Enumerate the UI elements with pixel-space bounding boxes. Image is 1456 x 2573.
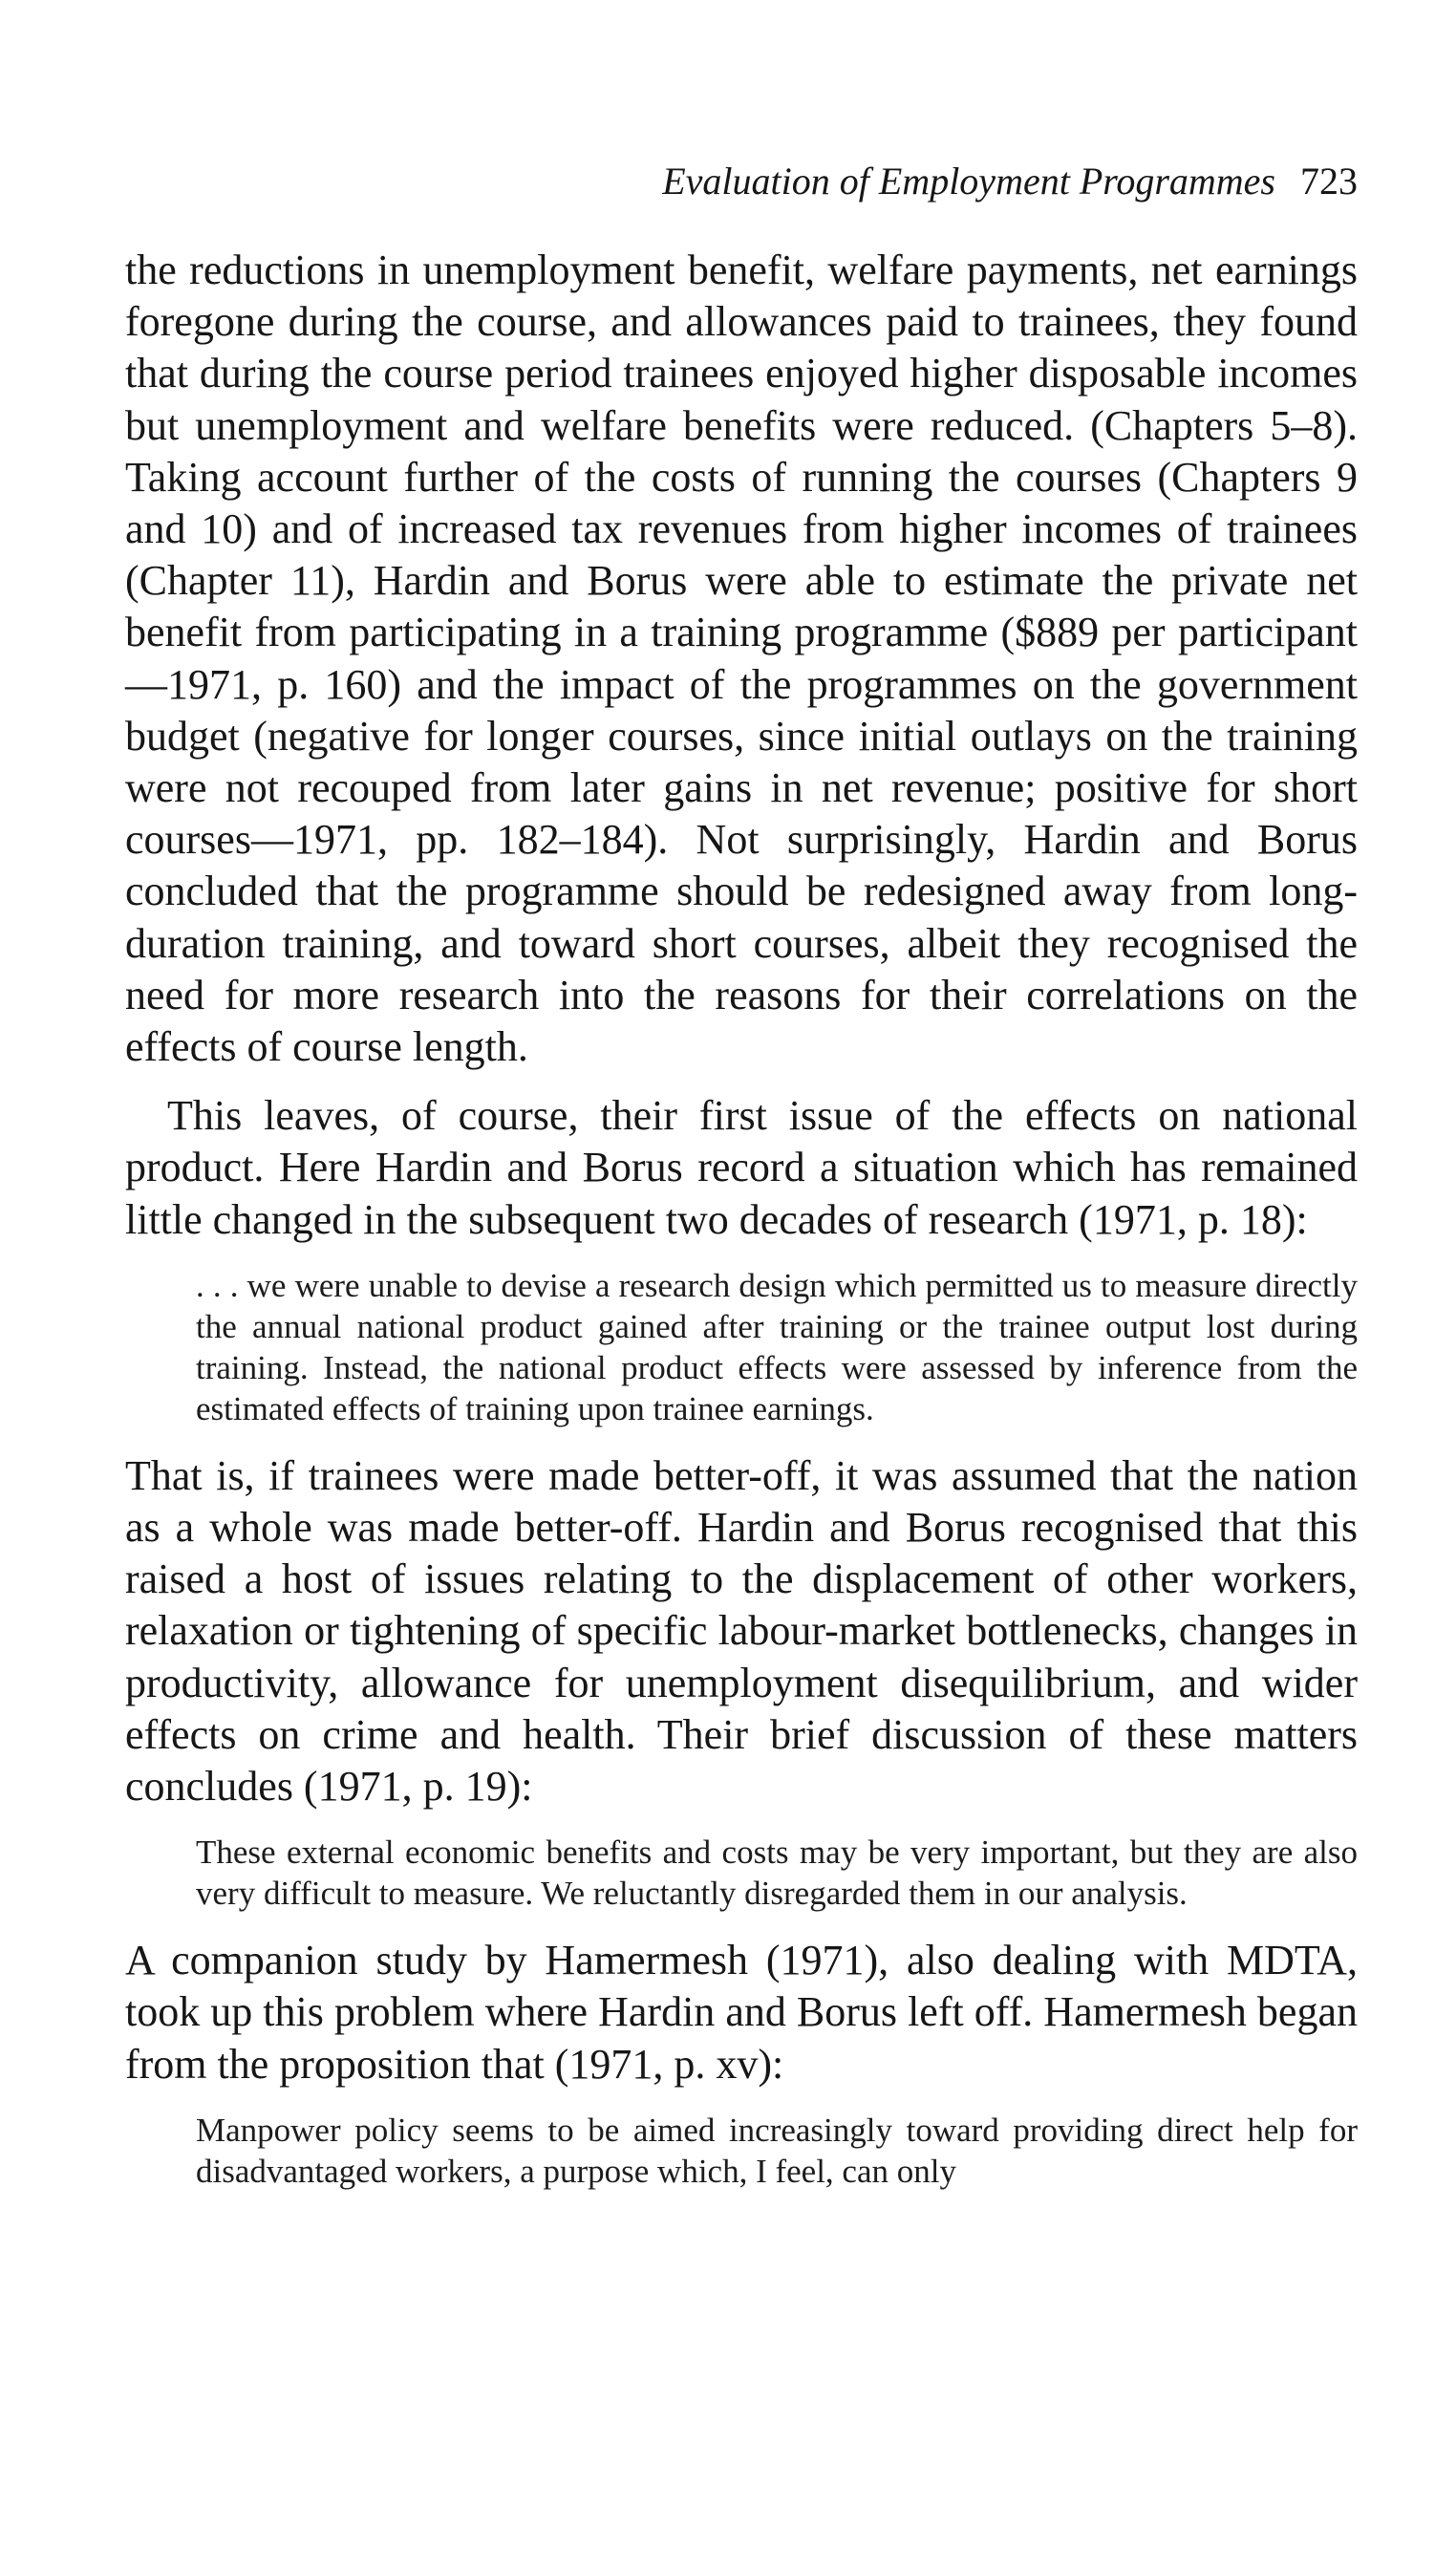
- page-number: 723: [1300, 160, 1358, 203]
- running-head: [662, 159, 1358, 204]
- block-quote-research-design: . . . we were unable to devise a research design which permitted us to measure directly the annual national product gained after training or the trainee output lost during training. Instead, the national product effects were assessed by inference from the estimated effects of training upon trainee earnings.: [196, 1266, 1358, 1427]
- paragraph-continued: the reductions in unemployment benefit, welfare payments, net earnings foregone during the course, and allowances paid to trainees, they found that during the course period trainees enjoyed higher disposable incomes but unemployment and welfare benefits were reduced. (Chapters 5–8). Taking account further of the costs of running the courses (Chapters 9 and 10) and of increased tax revenues from higher incomes of trainees (Chapter 11), Hardin and Borus were able to estimate the private net benefit from participating in a training programme ($889 per participant—1971, p. 160) and the impact of the programmes on the government budget (negative for longer courses, since initial outlays on the training were not recouped from later gains in net revenue; positive for short courses—1971, pp. 182–184). Not surprisingly, Hardin and Borus concluded that the programme should be redesigned away from long-duration training, and toward short courses, albeit they recognised the need for more research into the reasons for their correlations on the effects of course length.: [125, 247, 1358, 1071]
- running-title: Evaluation of Employment Programmes: [662, 160, 1275, 203]
- paragraph-better-off: That is, if trainees were made better-off, it was assumed that the nation as a whole was made better-off. Hardin and Borus recognised that this raised a host of issues relating to the displacement of other workers, relaxation or tightening of specific labour-market bottlenecks, changes in productivity, allowance for unemployment disequilibrium, and wider effects on crime and health. Their brief discussion of these matters concludes (1971, p. 19):: [125, 1451, 1358, 1811]
- block-quote-external-benefits: These external economic benefits and costs may be very important, but they are also very difficult to measure. We reluctantly disregarded them in our analysis.: [196, 1833, 1358, 1913]
- block-quote-manpower-policy: Manpower policy seems to be aimed increasingly toward providing direct help for disadvantaged workers, a purpose which, I feel, can only: [196, 2111, 1358, 2190]
- body-text: [125, 245, 1358, 2192]
- book-page: [125, 0, 1358, 2573]
- paragraph-hamermesh: A companion study by Hamermesh (1971), also dealing with MDTA, took up this problem where Hardin and Borus left off. Hamermesh began from the proposition that (1971, p. xv):: [125, 1937, 1358, 2088]
- paragraph-national-product: This leaves, of course, their first issue of the effects on national product. Here Hardin and Borus record a situation which has remained little changed in the subsequent two decades of research (1971, p. 18):: [125, 1092, 1358, 1243]
